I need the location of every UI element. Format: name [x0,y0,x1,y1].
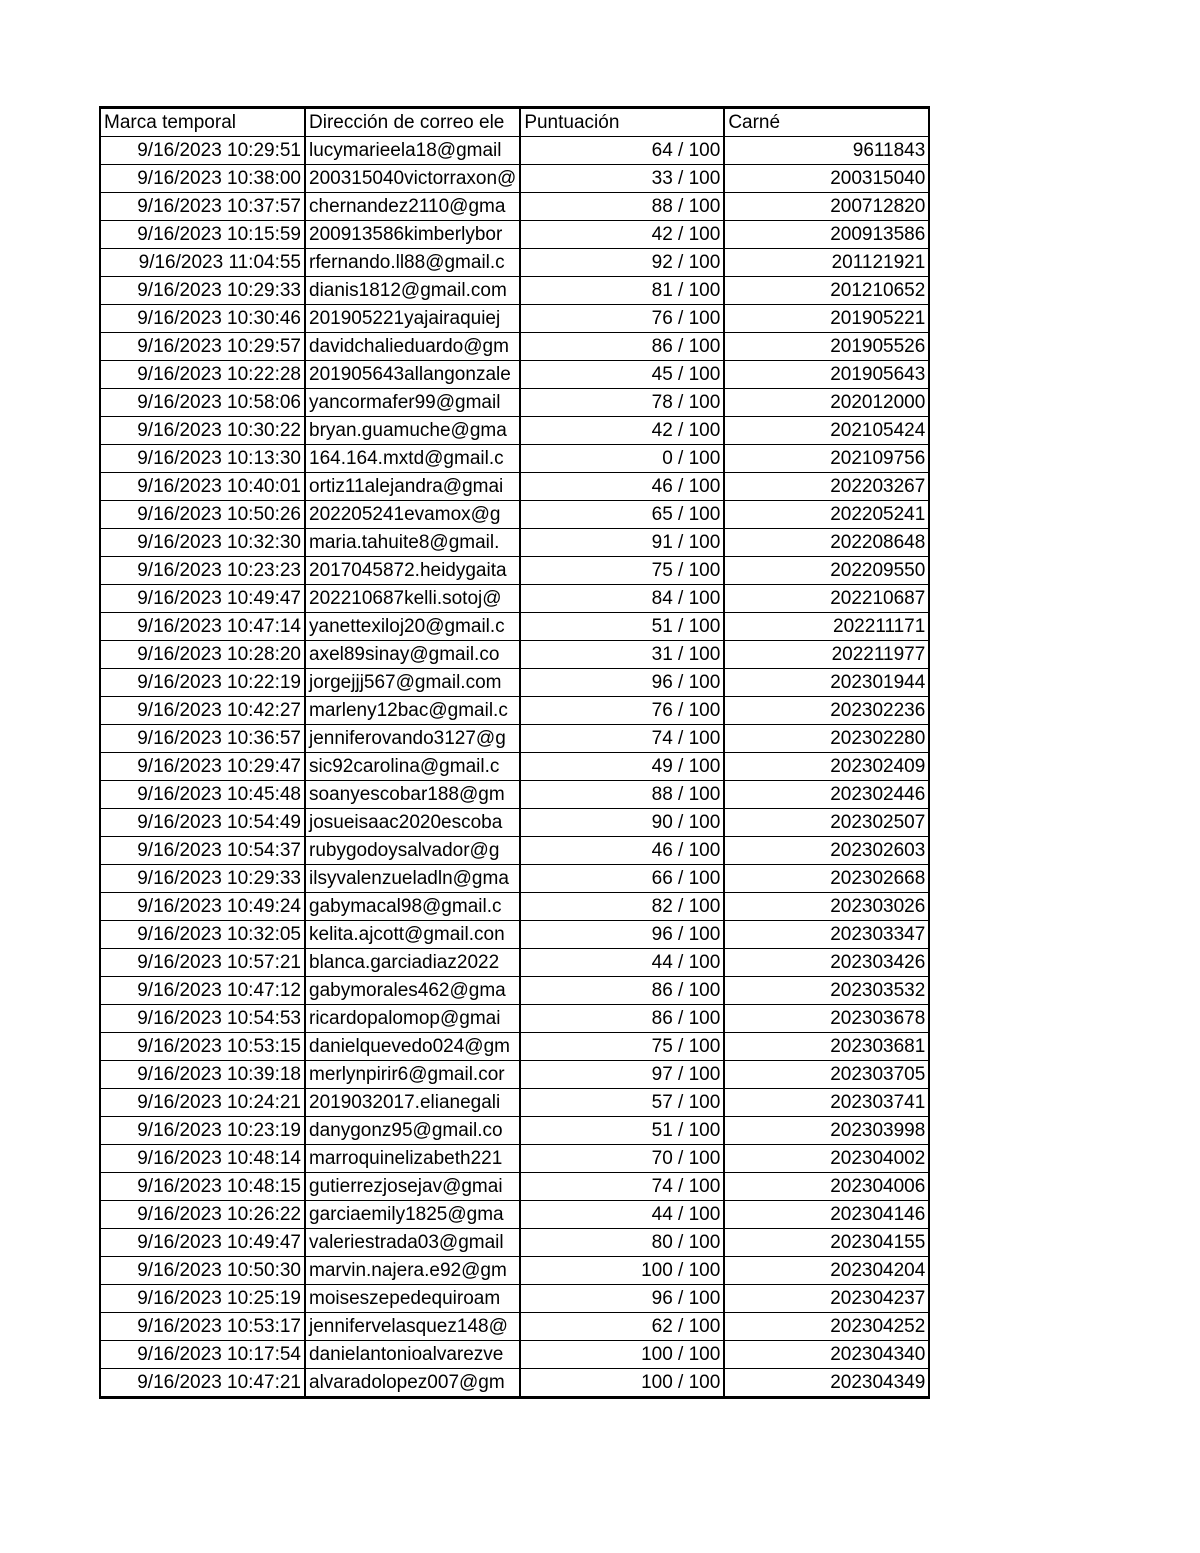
cell-score: 33 / 100 [520,165,724,193]
cell-carne: 202211977 [724,641,929,669]
cell-carne: 202304155 [724,1229,929,1257]
cell-score: 88 / 100 [520,193,724,221]
cell-score: 82 / 100 [520,893,724,921]
cell-score: 78 / 100 [520,389,724,417]
cell-score: 88 / 100 [520,781,724,809]
table-row [100,445,929,473]
table-row [100,249,929,277]
table-row [100,697,929,725]
cell-timestamp: 9/16/2023 10:49:47 [100,1229,305,1257]
cell-timestamp: 9/16/2023 10:26:22 [100,1201,305,1229]
cell-timestamp: 9/16/2023 10:30:22 [100,417,305,445]
header-score: Puntuación [520,108,724,137]
table-row [100,1117,929,1145]
cell-score: 49 / 100 [520,753,724,781]
cell-timestamp: 9/16/2023 10:58:06 [100,389,305,417]
cell-email: jorgejjj567@gmail.com [305,669,520,697]
table-row [100,781,929,809]
cell-email: rfernando.ll88@gmail.c [305,249,520,277]
cell-score: 80 / 100 [520,1229,724,1257]
cell-score: 90 / 100 [520,809,724,837]
cell-timestamp: 9/16/2023 10:29:33 [100,865,305,893]
cell-carne: 202302668 [724,865,929,893]
cell-email: 200315040victorraxon@ [305,165,520,193]
cell-score: 74 / 100 [520,725,724,753]
cell-carne: 202304252 [724,1313,929,1341]
cell-timestamp: 9/16/2023 10:17:54 [100,1341,305,1369]
cell-score: 64 / 100 [520,137,724,165]
cell-timestamp: 9/16/2023 10:47:14 [100,613,305,641]
cell-email: danielquevedo024@gm [305,1033,520,1061]
cell-carne: 201121921 [724,249,929,277]
cell-carne: 202302446 [724,781,929,809]
cell-carne: 200712820 [724,193,929,221]
cell-score: 100 / 100 [520,1341,724,1369]
cell-timestamp: 9/16/2023 10:13:30 [100,445,305,473]
cell-email: 202210687kelli.sotoj@ [305,585,520,613]
cell-score: 84 / 100 [520,585,724,613]
cell-score: 65 / 100 [520,501,724,529]
cell-score: 92 / 100 [520,249,724,277]
table-row [100,753,929,781]
cell-timestamp: 9/16/2023 11:04:55 [100,249,305,277]
table-row [100,1369,929,1398]
cell-carne: 202303681 [724,1033,929,1061]
cell-carne: 202304146 [724,1201,929,1229]
cell-carne: 202304002 [724,1145,929,1173]
cell-score: 100 / 100 [520,1257,724,1285]
cell-score: 86 / 100 [520,333,724,361]
table-row [100,809,929,837]
table-row [100,725,929,753]
cell-email: ricardopalomop@gmai [305,1005,520,1033]
cell-carne: 202302409 [724,753,929,781]
cell-timestamp: 9/16/2023 10:45:48 [100,781,305,809]
cell-timestamp: 9/16/2023 10:53:15 [100,1033,305,1061]
cell-timestamp: 9/16/2023 10:29:33 [100,277,305,305]
table-row [100,501,929,529]
cell-email: axel89sinay@gmail.co [305,641,520,669]
cell-score: 46 / 100 [520,473,724,501]
table-row [100,333,929,361]
table-row [100,641,929,669]
header-carne: Carné [724,108,929,137]
cell-carne: 202012000 [724,389,929,417]
cell-carne: 202302507 [724,809,929,837]
cell-timestamp: 9/16/2023 10:32:30 [100,529,305,557]
cell-email: soanyescobar188@gm [305,781,520,809]
cell-carne: 202304349 [724,1369,929,1398]
cell-score: 0 / 100 [520,445,724,473]
cell-carne: 202105424 [724,417,929,445]
cell-timestamp: 9/16/2023 10:50:26 [100,501,305,529]
cell-score: 86 / 100 [520,1005,724,1033]
table-row [100,893,929,921]
cell-email: 201905221yajairaquiej [305,305,520,333]
cell-score: 51 / 100 [520,1117,724,1145]
table-row [100,613,929,641]
cell-carne: 9611843 [724,137,929,165]
cell-email: yancormafer99@gmail [305,389,520,417]
cell-email: ortiz11alejandra@gmai [305,473,520,501]
cell-score: 91 / 100 [520,529,724,557]
cell-carne: 200315040 [724,165,929,193]
cell-email: ilsyvalenzueladln@gma [305,865,520,893]
cell-timestamp: 9/16/2023 10:53:17 [100,1313,305,1341]
table-row [100,557,929,585]
cell-carne: 202302280 [724,725,929,753]
cell-score: 57 / 100 [520,1089,724,1117]
table-row [100,1201,929,1229]
table-row [100,1285,929,1313]
cell-email: dianis1812@gmail.com [305,277,520,305]
cell-email: rubygodoysalvador@g [305,837,520,865]
cell-carne: 202302603 [724,837,929,865]
cell-score: 96 / 100 [520,669,724,697]
header-email: Dirección de correo ele [305,108,520,137]
cell-carne: 202210687 [724,585,929,613]
cell-timestamp: 9/16/2023 10:54:37 [100,837,305,865]
table-row [100,1145,929,1173]
cell-email: josueisaac2020escoba [305,809,520,837]
cell-score: 76 / 100 [520,305,724,333]
table-row [100,977,929,1005]
cell-carne: 202304204 [724,1257,929,1285]
cell-email: marroquinelizabeth221 [305,1145,520,1173]
cell-email: merlynpirir6@gmail.cor [305,1061,520,1089]
cell-timestamp: 9/16/2023 10:24:21 [100,1089,305,1117]
cell-timestamp: 9/16/2023 10:29:47 [100,753,305,781]
cell-email: 202205241evamox@g [305,501,520,529]
table-row [100,1341,929,1369]
cell-timestamp: 9/16/2023 10:50:30 [100,1257,305,1285]
table-row [100,865,929,893]
cell-email: 200913586kimberlybor [305,221,520,249]
cell-email: jenniferovando3127@g [305,725,520,753]
cell-score: 86 / 100 [520,977,724,1005]
cell-carne: 201210652 [724,277,929,305]
table-row [100,305,929,333]
cell-email: chernandez2110@gma [305,193,520,221]
cell-email: alvaradolopez007@gm [305,1369,520,1398]
table-row [100,1005,929,1033]
cell-timestamp: 9/16/2023 10:23:19 [100,1117,305,1145]
table-row [100,949,929,977]
cell-carne: 202303741 [724,1089,929,1117]
table-row [100,837,929,865]
cell-carne: 201905526 [724,333,929,361]
cell-timestamp: 9/16/2023 10:42:27 [100,697,305,725]
cell-email: 201905643allangonzale [305,361,520,389]
cell-timestamp: 9/16/2023 10:49:47 [100,585,305,613]
cell-email: marleny12bac@gmail.c [305,697,520,725]
cell-carne: 201905221 [724,305,929,333]
cell-carne: 202303026 [724,893,929,921]
cell-carne: 202303532 [724,977,929,1005]
cell-carne: 202304006 [724,1173,929,1201]
cell-score: 62 / 100 [520,1313,724,1341]
table-row [100,361,929,389]
cell-carne: 202209550 [724,557,929,585]
cell-score: 42 / 100 [520,417,724,445]
cell-score: 74 / 100 [520,1173,724,1201]
cell-timestamp: 9/16/2023 10:37:57 [100,193,305,221]
cell-email: lucymarieela18@gmail [305,137,520,165]
cell-email: gabymacal98@gmail.c [305,893,520,921]
cell-carne: 202304237 [724,1285,929,1313]
cell-email: valeriestrada03@gmail [305,1229,520,1257]
table-row [100,1173,929,1201]
cell-score: 44 / 100 [520,1201,724,1229]
cell-carne: 202302236 [724,697,929,725]
cell-score: 70 / 100 [520,1145,724,1173]
cell-timestamp: 9/16/2023 10:36:57 [100,725,305,753]
cell-timestamp: 9/16/2023 10:47:21 [100,1369,305,1398]
header-timestamp: Marca temporal [100,108,305,137]
cell-score: 42 / 100 [520,221,724,249]
cell-timestamp: 9/16/2023 10:39:18 [100,1061,305,1089]
table-row [100,529,929,557]
cell-timestamp: 9/16/2023 10:23:23 [100,557,305,585]
cell-email: sic92carolina@gmail.c [305,753,520,781]
table-row [100,921,929,949]
cell-score: 96 / 100 [520,1285,724,1313]
cell-email: danygonz95@gmail.co [305,1117,520,1145]
cell-carne: 202203267 [724,473,929,501]
cell-carne: 202208648 [724,529,929,557]
cell-timestamp: 9/16/2023 10:29:51 [100,137,305,165]
cell-email: garciaemily1825@gma [305,1201,520,1229]
table-row [100,193,929,221]
cell-email: bryan.guamuche@gma [305,417,520,445]
cell-timestamp: 9/16/2023 10:48:14 [100,1145,305,1173]
header-row [100,108,929,137]
cell-email: blanca.garciadiaz2022 [305,949,520,977]
table-row [100,165,929,193]
cell-carne: 202304340 [724,1341,929,1369]
cell-timestamp: 9/16/2023 10:54:49 [100,809,305,837]
cell-timestamp: 9/16/2023 10:29:57 [100,333,305,361]
cell-carne: 202303998 [724,1117,929,1145]
cell-email: moiseszepedequiroam [305,1285,520,1313]
table-row [100,585,929,613]
table-row [100,1033,929,1061]
cell-carne: 202303426 [724,949,929,977]
cell-carne: 202301944 [724,669,929,697]
table-row [100,1257,929,1285]
cell-timestamp: 9/16/2023 10:38:00 [100,165,305,193]
cell-timestamp: 9/16/2023 10:30:46 [100,305,305,333]
cell-score: 97 / 100 [520,1061,724,1089]
cell-score: 45 / 100 [520,361,724,389]
cell-carne: 201905643 [724,361,929,389]
cell-timestamp: 9/16/2023 10:22:28 [100,361,305,389]
cell-email: jennifervelasquez148@ [305,1313,520,1341]
cell-score: 100 / 100 [520,1369,724,1398]
table-row [100,417,929,445]
table-body [100,108,929,1398]
cell-timestamp: 9/16/2023 10:54:53 [100,1005,305,1033]
cell-timestamp: 9/16/2023 10:22:19 [100,669,305,697]
cell-score: 66 / 100 [520,865,724,893]
cell-score: 75 / 100 [520,1033,724,1061]
cell-carne: 202303705 [724,1061,929,1089]
cell-score: 76 / 100 [520,697,724,725]
cell-score: 81 / 100 [520,277,724,305]
cell-carne: 200913586 [724,221,929,249]
table-row [100,221,929,249]
cell-email: kelita.ajcott@gmail.con [305,921,520,949]
cell-email: gabymorales462@gma [305,977,520,1005]
cell-score: 46 / 100 [520,837,724,865]
cell-carne: 202303678 [724,1005,929,1033]
cell-timestamp: 9/16/2023 10:15:59 [100,221,305,249]
cell-email: maria.tahuite8@gmail. [305,529,520,557]
cell-score: 51 / 100 [520,613,724,641]
cell-email: gutierrezjosejav@gmai [305,1173,520,1201]
cell-email: danielantonioalvarezve [305,1341,520,1369]
table-row [100,389,929,417]
table-row [100,1229,929,1257]
cell-carne: 202211171 [724,613,929,641]
table-row [100,137,929,165]
table-row [100,277,929,305]
spreadsheet-table [99,106,930,1399]
cell-score: 96 / 100 [520,921,724,949]
cell-email: marvin.najera.e92@gm [305,1257,520,1285]
table-row [100,1313,929,1341]
cell-timestamp: 9/16/2023 10:57:21 [100,949,305,977]
table-row [100,1089,929,1117]
cell-timestamp: 9/16/2023 10:47:12 [100,977,305,1005]
cell-carne: 202109756 [724,445,929,473]
cell-timestamp: 9/16/2023 10:28:20 [100,641,305,669]
cell-timestamp: 9/16/2023 10:40:01 [100,473,305,501]
cell-email: davidchalieduardo@gm [305,333,520,361]
cell-timestamp: 9/16/2023 10:32:05 [100,921,305,949]
cell-carne: 202303347 [724,921,929,949]
cell-score: 31 / 100 [520,641,724,669]
cell-email: 164.164.mxtd@gmail.c [305,445,520,473]
cell-carne: 202205241 [724,501,929,529]
cell-score: 75 / 100 [520,557,724,585]
table-row [100,1061,929,1089]
table-row [100,473,929,501]
cell-email: yanettexiloj20@gmail.c [305,613,520,641]
cell-timestamp: 9/16/2023 10:48:15 [100,1173,305,1201]
cell-timestamp: 9/16/2023 10:49:24 [100,893,305,921]
table-row [100,669,929,697]
cell-timestamp: 9/16/2023 10:25:19 [100,1285,305,1313]
cell-email: 2019032017.elianegali [305,1089,520,1117]
cell-score: 44 / 100 [520,949,724,977]
cell-email: 2017045872.heidygaita [305,557,520,585]
